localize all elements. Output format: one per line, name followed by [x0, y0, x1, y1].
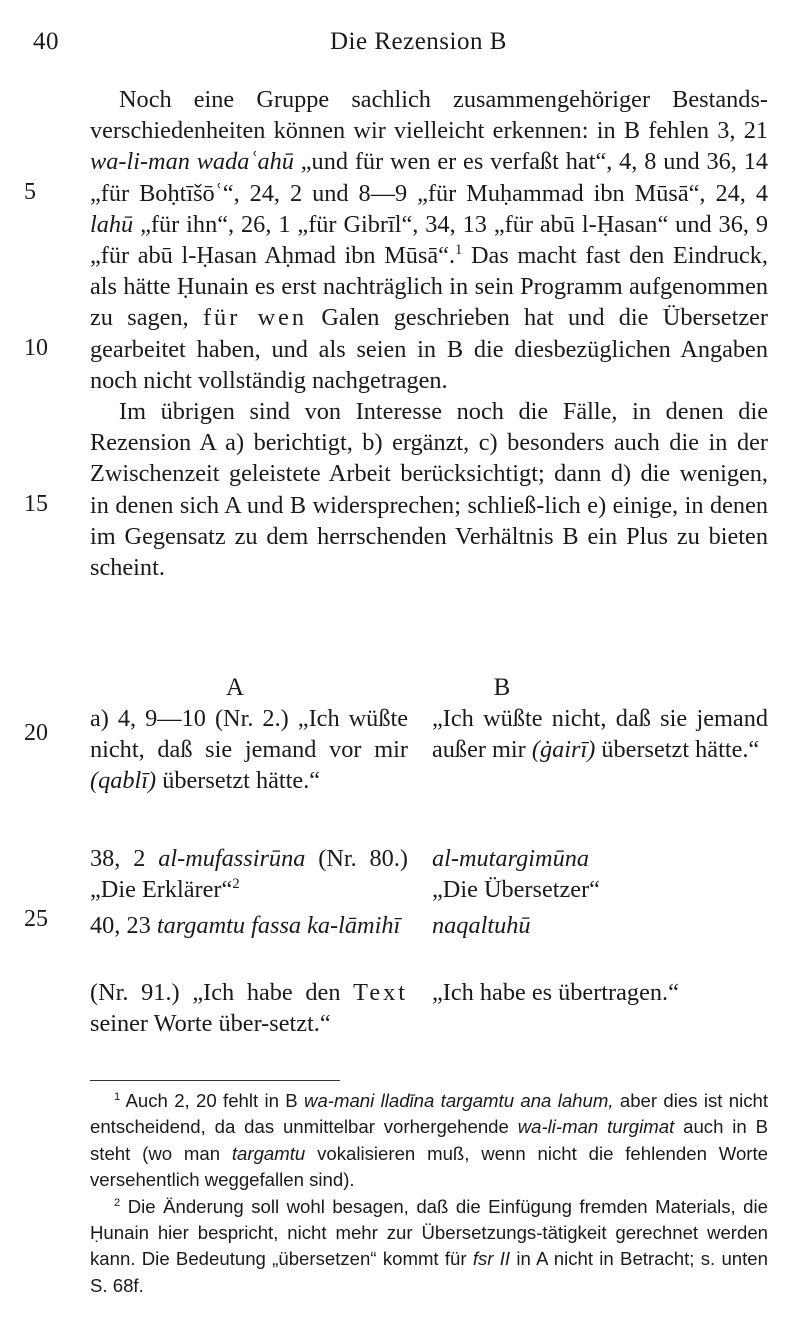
row-b-3 — [432, 910, 768, 941]
footnote-ref-1[interactable]: 1 — [455, 241, 463, 258]
text-run: seiner Worte über-setzt.“ — [90, 1010, 331, 1038]
row-b-2 — [432, 843, 768, 905]
column-head-b: B — [493, 674, 511, 701]
text-run: vokalisieren muß, wenn nicht die fehlenden Worte versehentlich weggefallen sind). — [90, 1142, 768, 1191]
main-text — [90, 84, 768, 583]
arabic-phrase: wa-mani lladīna targamtu ana lahum, — [304, 1090, 614, 1111]
text-run: aber dies ist nicht entscheidend, da das unmittelbar vorhergehende — [90, 1090, 769, 1138]
text-run: 40, 23 — [90, 912, 157, 939]
text-run: a) 4, 9—10 (Nr. 2.) „Ich wüßte nicht, daß sie jemand vor mir — [90, 705, 408, 764]
text-run: „und für wen er es verfaßt hat“, 4, 8 und 36, 14 „für Boḥtīšōʿ“, 24, 2 und 8—9 „für Muḥammad ibn Mūsā“, 24, 4 — [90, 148, 768, 207]
arabic-phrase: lahū — [90, 210, 134, 238]
arabic-phrase: al-mutargimūna — [432, 845, 590, 872]
page-number: 40 — [33, 28, 59, 55]
line-number-20: 20 — [24, 720, 48, 746]
text-run: Die Änderung soll wohl besagen, daß die Einfügung fremden Materials, die Ḥunain hier bespricht, nicht mehr zur Übersetzungs-tätigkeit gerechnet werden kann. Die Bedeutung „übersetzen“ kommt für — [90, 1195, 768, 1270]
text-run: 38, 2 — [90, 845, 159, 872]
row-a-1 — [90, 703, 408, 797]
text-run: „für ihn“, 26, 1 „für Gibrīl“, 34, 13 „für abū l-Ḥasan“ und 36, 9 „für abū l-Ḥasan Aḥmad ibn Mūsā“. — [90, 210, 768, 270]
text-run: übersetzt hätte.“ — [595, 736, 760, 764]
text-run: „Ich wüßte nicht, daß sie jemand außer mir — [432, 705, 768, 764]
arabic-phrase: wa-li-man wadaʿahū — [90, 148, 294, 176]
text-run: „Ich habe es übertragen.“ — [432, 979, 679, 1006]
line-number-25: 25 — [24, 906, 48, 932]
paragraph-1 — [90, 84, 768, 396]
running-head: Die Rezension B — [330, 28, 507, 55]
text-run: (Nr. 91.) „Ich habe den — [90, 979, 354, 1006]
text-run: (Nr. 80.) „Die Erklärer“ — [90, 845, 408, 904]
arabic-phrase: naqaltuhū — [432, 912, 531, 939]
text-run: übersetzt hätte.“ — [156, 767, 321, 795]
text-run: Das macht fast den Eindruck, als hätte Ḥunain es erst nachträglich in sein Programm aufgenommen zu sagen, — [90, 242, 768, 332]
arabic-phrase: al-mufassirūna — [158, 845, 306, 872]
footnote-marker: 1 — [114, 1090, 121, 1103]
footnote-divider — [90, 1080, 340, 1081]
text-run: auch in B steht (wo man — [90, 1116, 768, 1164]
footnote-2 — [90, 1194, 768, 1300]
arabic-phrase: targamtu fassa ka-lāmihī — [156, 912, 401, 939]
footnote-1 — [90, 1088, 768, 1194]
row-b-4 — [432, 977, 768, 1008]
row-a-2 — [90, 843, 408, 905]
arabic-phrase: targamtu — [231, 1142, 306, 1164]
arabic-phrase: (ġairī) — [531, 736, 596, 764]
paragraph-2: Im übrigen sind von Interesse noch die Fälle, in denen die Rezension A a) berichtigt, b) ergänzt, c) besonders auch die in der Zwischenzeit geleistete Arbeit berücksichtigt; dann d) die wenigen, in denen sich A und B widersprechen; schließ-lich e) einige, in denen im Gegensatz zu dem herrschenden Verhältnis B ein Plus zu bieten scheint. — [90, 398, 768, 582]
column-head-a: A — [225, 674, 245, 701]
line-number-15: 15 — [24, 491, 48, 517]
spaced-emphasis: Text — [353, 979, 408, 1006]
text-run: in A nicht in Betracht; s. unten S. 68f. — [90, 1248, 768, 1296]
footnote-ref-2[interactable]: 2 — [232, 876, 240, 893]
text-run: „Die Übersetzer“ — [432, 876, 600, 904]
text-run: Galen geschrieben hat und die Übersetzer gearbeitet haben, und als seien in B die diesbezüglichen Angaben noch nicht vollständig nachgetragen. — [90, 304, 768, 394]
line-number-10: 10 — [24, 335, 48, 361]
text-run: Auch 2, 20 fehlt in B — [120, 1090, 305, 1111]
footnote-marker: 2 — [114, 1196, 121, 1209]
line-number-5: 5 — [24, 179, 36, 205]
footnotes — [90, 1088, 768, 1299]
arabic-phrase: (qablī) — [90, 767, 157, 795]
arabic-phrase: fsr II — [472, 1248, 511, 1270]
arabic-phrase: wa-li-man turgimat — [517, 1116, 675, 1138]
spaced-emphasis: für wen — [202, 304, 308, 332]
text-run: Noch eine Gruppe sachlich zusammengehöriger Bestands-verschiedenheiten können wir vielleicht erkennen: in B fehlen 3, 21 — [90, 86, 768, 145]
row-b-1 — [432, 703, 768, 765]
row-a-3 — [90, 910, 408, 941]
row-a-4 — [90, 977, 408, 1039]
